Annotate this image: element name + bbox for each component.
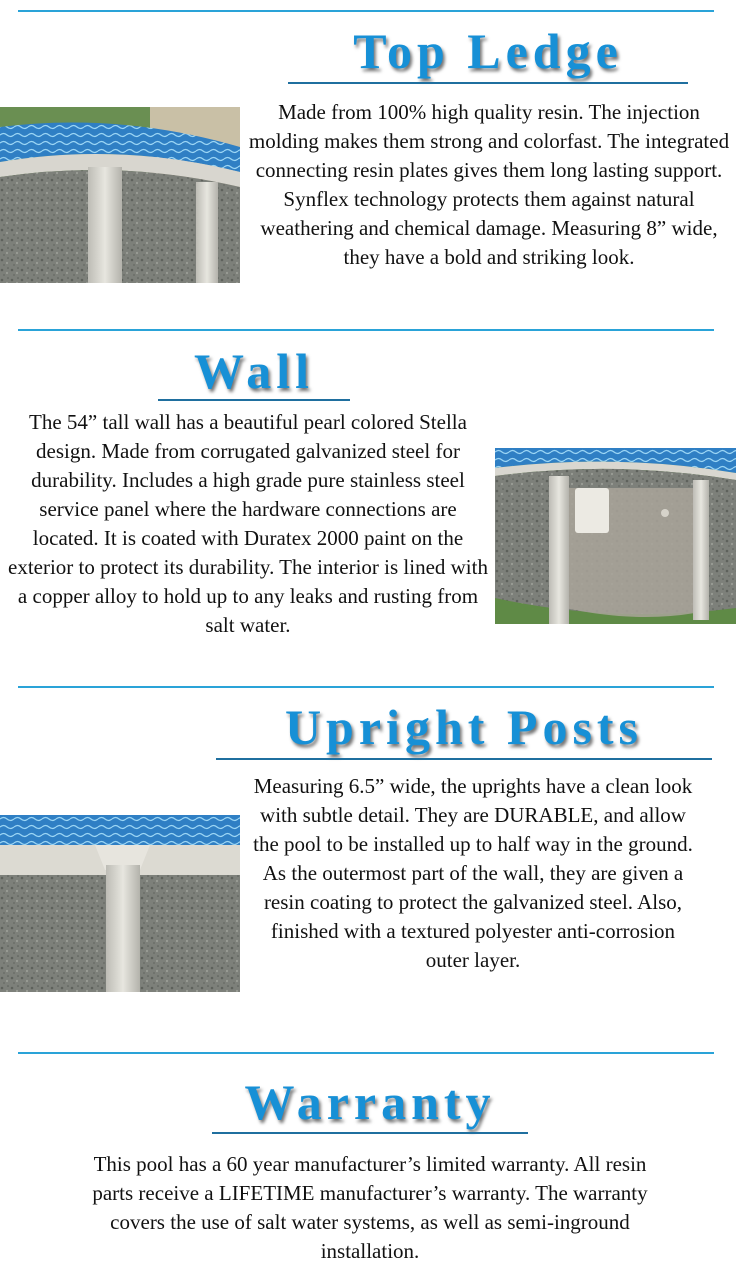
divider-upright-posts xyxy=(18,686,714,688)
divider-top xyxy=(18,10,714,12)
section-title-wall: Wall xyxy=(193,343,315,399)
section-title-top-ledge: Top Ledge xyxy=(353,23,623,79)
title-underline-warranty xyxy=(212,1132,528,1134)
section-text-upright-posts: Measuring 6.5” wide, the uprights have a clean look with subtle detail. They are DURABLE, and allow the pool to be installed up to half way in the ground. As the outermost part of the wall, they are given a resin coating to protect the galvanized steel. Also, finished with a textured polyester anti-corrosion outer layer. xyxy=(253,774,693,972)
section-text-top-ledge: Made from 100% high quality resin. The injection molding makes them strong and colorfast. The integrated connecting resin plates gives them long lasting support. Synflex technology protects them against natural weathering and chemical damage. Measuring 8” wide, they have a bold and striking look. xyxy=(248,100,730,269)
pool-wall-photo xyxy=(495,448,736,624)
pool-top-ledge-photo xyxy=(0,107,240,283)
title-underline-wall xyxy=(158,399,350,401)
divider-warranty xyxy=(18,1052,714,1054)
section-title-warranty: Warranty xyxy=(244,1074,496,1130)
section-text-wall: The 54” tall wall has a beautiful pearl colored Stella design. Made from corrugated galvanized steel for durability. Includes a high grade pure stainless steel service panel where the hardware connections are located. It is coated with Duratex 2000 paint on the exterior to protect its durability. The interior is lined with a copper alloy to hold up to any leaks and rusting from salt water. xyxy=(8,410,488,637)
section-text-warranty: This pool has a 60 year manufacturer’s limited warranty. All resin parts receive a LIFETIME manufacturer’s warranty. The warranty covers the use of salt water systems, as well as semi-inground installation. xyxy=(92,1152,648,1263)
section-title-upright-posts: Upright Posts xyxy=(284,699,644,755)
title-underline-upright-posts xyxy=(216,758,712,760)
title-underline-top-ledge xyxy=(288,82,688,84)
pool-upright-post-photo xyxy=(0,815,240,992)
divider-wall xyxy=(18,329,714,331)
